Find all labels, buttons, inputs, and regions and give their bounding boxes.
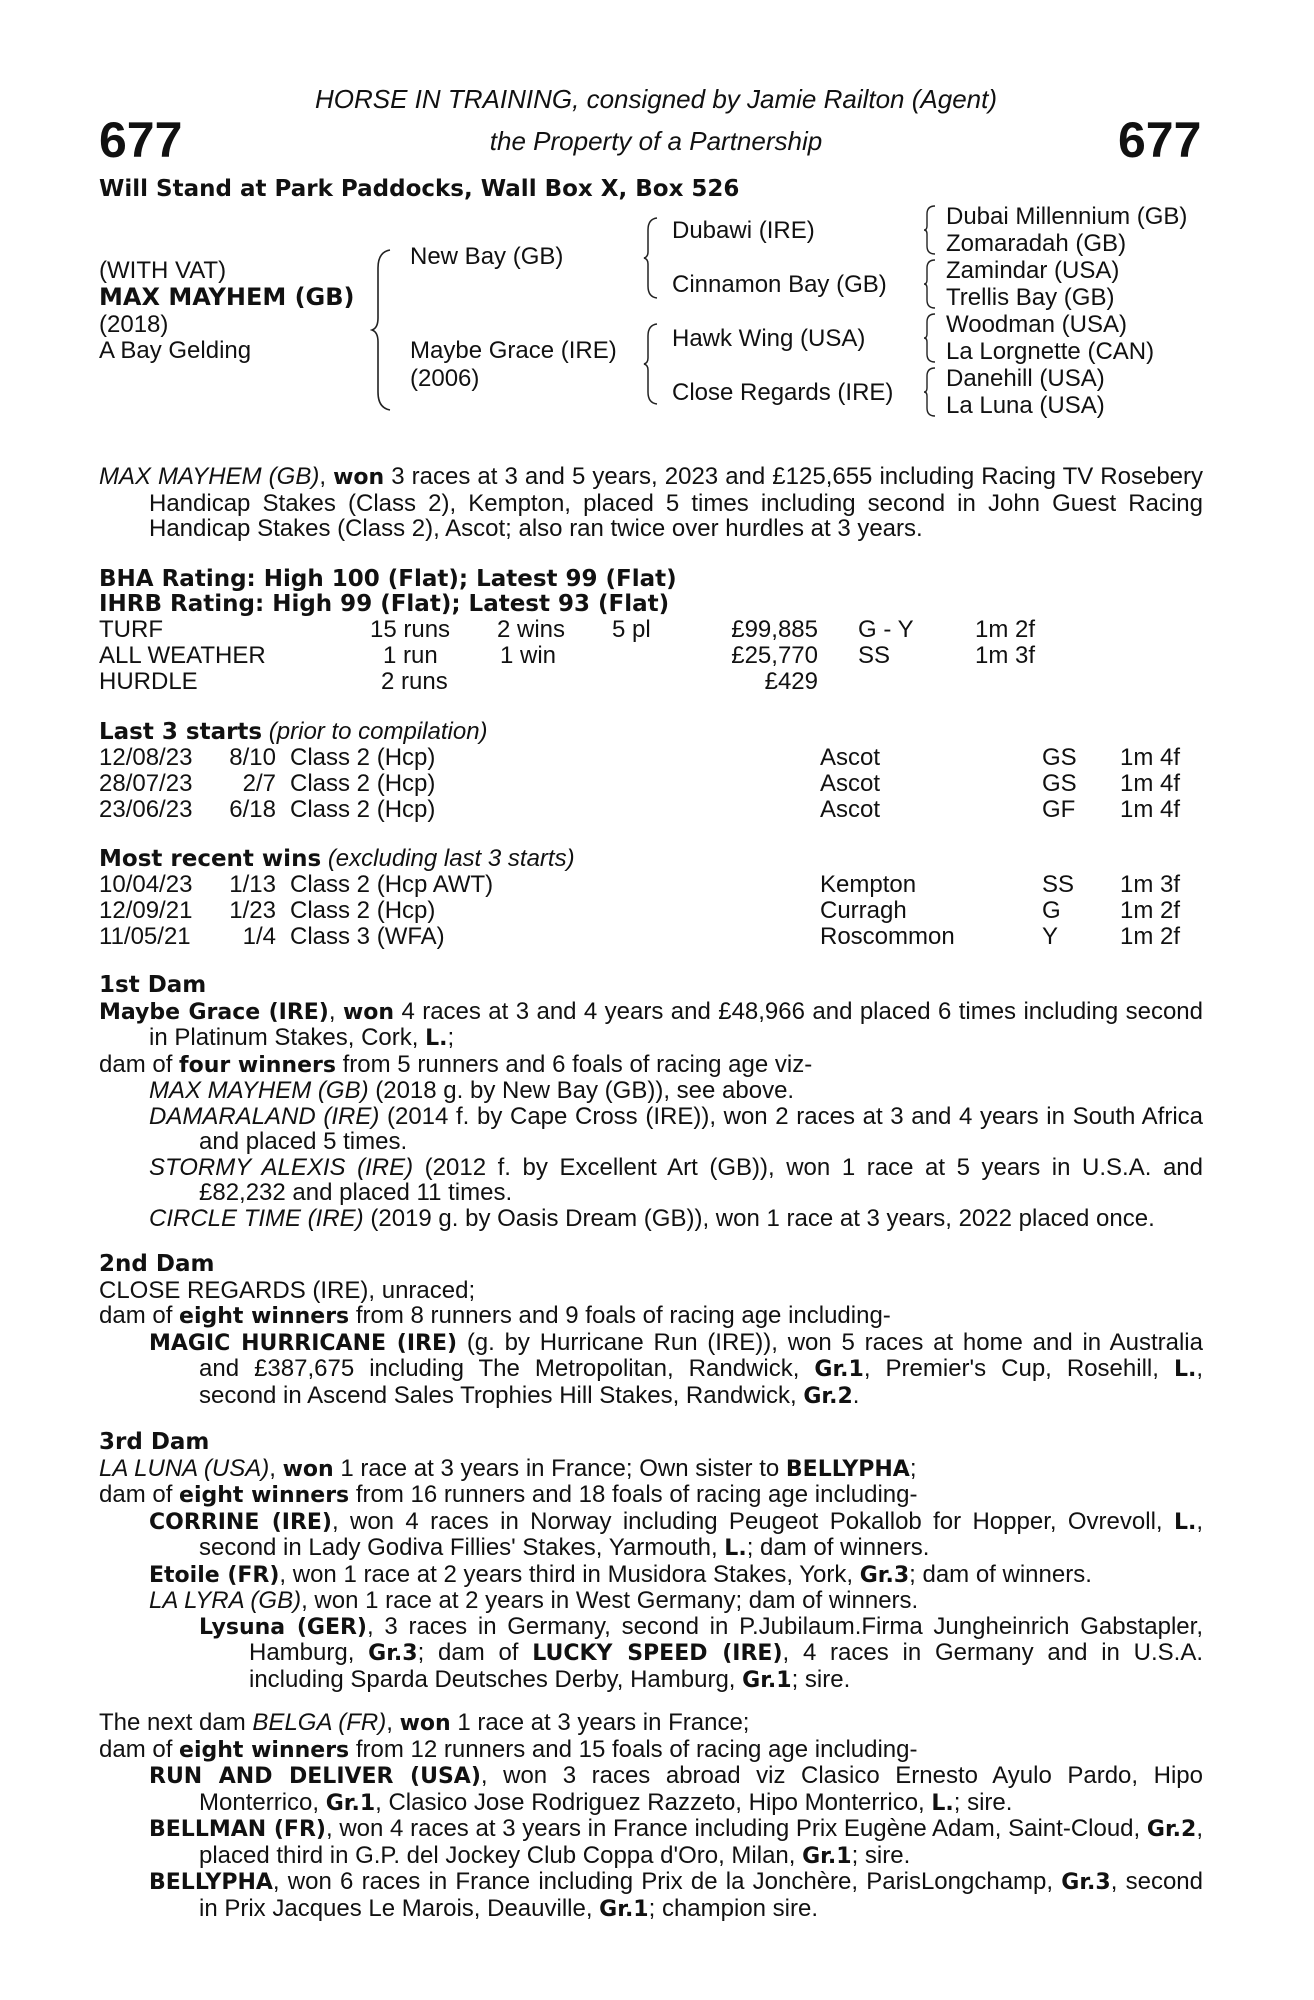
runners-text: from 16 runners and 18 foals of racing age including- [349,1481,918,1508]
pedigree-brace-g4 [922,366,938,418]
record-earnings: £25,770 [731,642,818,669]
last3-heading-line [99,719,488,745]
first-dam-name: Maybe Grace (IRE) [99,999,329,1025]
group-marker: Gr.1 [802,1843,852,1869]
win-distance: 1m 3f [1120,871,1181,898]
start-distance: 1m 4f [1120,744,1181,771]
start-going: GS [1042,770,1077,797]
second-dam-line: CLOSE REGARDS (IRE), unraced; [99,1276,476,1304]
progeny-name: Lysuna (GER) [199,1614,367,1640]
dam-of-text: dam of [99,1050,180,1078]
record-distance: 1m 2f [975,616,1036,643]
punct: ; [447,1024,455,1051]
win-position: 1/23 [229,897,276,924]
dam-name: Maybe Grace (IRE) [410,337,617,364]
consignment-line: HORSE IN TRAINING, consigned by Jamie Railton (Agent) [314,84,998,114]
progeny-text: ; champion sire. [648,1894,819,1922]
summary-text: 3 races at 3 and 5 years, 2023 and £125,655 including Racing TV Rosebery Handicap Stakes (Class 2), Kempton, placed 5 times including second in John Guest Racing Handicap Stakes (Class 2), Ascot; also ran twice over hurdles at 3 years. [149,463,1204,542]
win-going: SS [1042,871,1075,898]
progeny-text: ; sire. [953,1788,1013,1816]
ancestor-5: Woodman (USA) [946,311,1127,338]
group-marker: Gr.1 [742,1667,792,1693]
record-earnings: £99,885 [731,616,818,643]
third-dam-text: 1 race at 3 years in France; Own sister to [333,1454,786,1482]
start-date: 28/07/23 [99,770,193,797]
start-position: 6/18 [229,796,276,823]
start-race: Class 2 (Hcp) [290,770,436,797]
record-distance: 1m 3f [975,642,1036,669]
recent-heading: Most recent wins [99,846,322,872]
listed-marker: L. [1173,1357,1197,1382]
listed-marker: L. [931,1790,954,1816]
start-date: 12/08/23 [99,744,193,771]
win-going: G [1042,897,1061,924]
summary-horse-name: MAX MAYHEM (GB) [99,463,320,490]
pedigree-brace-sire [642,216,660,300]
group-marker: Gr.3 [1061,1870,1111,1895]
progeny-name: CIRCLE TIME (IRE) [149,1204,364,1232]
progeny-name: Etoile (FR) [149,1562,280,1588]
bha-rating: BHA Rating: High 100 (Flat); Latest 99 (Flat) [99,566,677,592]
win-distance: 1m 2f [1120,923,1181,950]
third-dam-heading: 3rd Dam [99,1429,210,1455]
progeny-text: (2014 f. by Cape Cross (IRE)), won 2 races at 3 and 4 years in South Africa and placed 5 times. [199,1102,1204,1155]
group-marker: Gr.1 [325,1790,376,1816]
progeny-name: LUCKY SPEED (IRE) [532,1641,783,1666]
last3-heading: Last 3 starts [99,719,263,745]
horse-name: MAX MAYHEM (GB) [99,283,355,311]
ancestor-7: Danehill (USA) [946,365,1105,392]
record-surface: HURDLE [99,668,198,695]
punct: , [386,1709,400,1736]
first-dam-heading: 1st Dam [99,972,207,998]
ihrb-rating: IHRB Rating: High 99 (Flat); Latest 93 (Flat) [99,591,670,617]
group-marker: Gr.3 [859,1562,910,1588]
third-dam-name: LA LUNA (USA) [99,1454,270,1482]
start-course: Ascot [820,770,881,797]
lot-number-left: 677 [99,112,183,168]
progeny-text: (2018 g. by New Bay (GB)), see above. [368,1077,795,1104]
start-going: GS [1042,744,1077,771]
punct: . [852,1381,860,1409]
pedigree-brace-g1 [922,204,938,256]
win-race: Class 2 (Hcp AWT) [290,871,494,898]
record-placed: 5 pl [612,616,651,643]
won-word: won [342,999,395,1025]
summary-won: won [333,465,385,490]
group-marker: Gr.1 [599,1896,649,1922]
pedigree-brace-main [370,248,394,412]
progeny-name: BELLYPHA [149,1870,273,1895]
dam-dam: Close Regards (IRE) [672,379,894,406]
win-race: Class 3 (WFA) [290,923,445,950]
win-course: Curragh [820,897,907,924]
start-date: 23/06/23 [99,796,193,823]
listed-marker: L. [724,1536,747,1561]
runners-text: from 5 runners and 6 foals of racing age viz- [335,1050,813,1078]
pedigree-brace-g2 [922,258,938,310]
record-runs: 2 runs [381,668,448,695]
start-course: Ascot [820,796,881,823]
win-date: 11/05/21 [99,923,191,950]
sire-name: New Bay (GB) [410,243,564,270]
record-going: G - Y [858,616,914,643]
progeny-name: LA LYRA (GB) [149,1587,302,1614]
record-surface: ALL WEATHER [99,642,266,669]
progeny-text: (2012 f. by Excellent Art (GB)), won 1 race at 5 years in U.S.A. and £82,232 and placed 11 times. [199,1153,1203,1206]
winners-count: eight winners [179,1737,350,1763]
record-earnings: £429 [764,668,818,695]
group-marker: Gr.3 [368,1641,418,1666]
ancestor-1: Dubai Millennium (GB) [946,203,1188,230]
property-line: the Property of a Partnership [489,126,823,156]
progeny-name: MAX MAYHEM (GB) [149,1077,369,1104]
progeny-text: (2019 g. by Oasis Dream (GB)), won 1 race at 3 years, 2022 placed once. [363,1204,1155,1232]
record-surface: TURF [99,616,163,643]
punct: ; [909,1454,917,1482]
recent-note: (excluding last 3 starts) [327,845,575,872]
sire-sire: Dubawi (IRE) [672,217,815,244]
winners-count: eight winners [179,1304,350,1329]
dam-year: (2006) [410,365,480,392]
record-going: SS [858,642,891,669]
progeny-name: RUN AND DELIVER (USA) [149,1764,481,1789]
first-dam-section: 1st Dam Maybe Grace (IRE), won 4 races at 3 and 4 years and £48,966 and placed 6 times including second in Platinum Stakes, Cork, L.; dam of four winners from 5 runners and 6 foals of racing age viz- MAX MAYHEM (GB) (2018 g. by New Bay (GB)), see above. DAMARALAND (IRE) (2014 f. by Cape Cross (IRE)), won 2 races at 3 and 4 years in South Africa and placed 5 times. STORMY ALEXIS (IRE) (2012 f. by Excellent Art (GB)), won 1 race at 5 years in U.S.A. and £82,232 and placed 11 times. CIRCLE TIME (IRE) (2019 g. by Oasis Dream (GB)), won 1 race at 3 years, 2022 placed once. [99,972,1204,1232]
listed-marker: L. [1173,1509,1197,1535]
progeny-text: , Clasico Jose Rodriguez Razzeto, Hipo Monterrico, [375,1788,932,1816]
progeny-text: , won 1 race at 2 years third in Musidora Stakes, York, [279,1560,860,1588]
start-race: Class 2 (Hcp) [290,796,436,823]
second-dam-section [99,1252,1203,1409]
progeny-text: ; dam of winners. [909,1560,1092,1588]
progeny-text: (g. by Hurricane Run (IRE)), won 5 races at home and in Australia and £387,675 including The Metropolitan, Randwick, [199,1328,1203,1382]
third-dam-section: 3rd Dam LA LUNA (USA), won 1 race at 3 years in France; Own sister to BELLYPHA; dam of eight winners from 16 runners and 18 foals of racing age including- CORRINE (IRE), won 4 races in Norway including Peugeot Pokallob for Hopper, Ovrevoll, L., second in Lady Godiva Fillies' Stakes, Yarmouth, L.; dam of winners. Etoile (FR), won 1 race at 2 years third in Musidora Stakes, York, Gr.3; dam of winners. LA LYRA (GB), won 1 race at 2 years in West Germany; dam of winners. Lysuna (GER), 3 races in Germany, second in P.Jubilaum.Firma Jungheinrich Gabstapler, Hamburg, Gr.3; dam of LUCKY SPEED (IRE), 4 races in Germany and in U.S.A. including Sparda Deutsches Derby, Hamburg, Gr.1; sire. [99,1429,1203,1693]
progeny-text: , won 3 races abroad viz Clasico Ernesto Ayulo Pardo, Hipo Monterrico, [199,1762,1203,1816]
progeny-text: , second in Lady Godiva Fillies' Stakes, Yarmouth, [199,1507,1203,1561]
next-dam-section [99,1710,1203,1922]
start-going: GF [1042,796,1076,823]
winners-count: eight winners [179,1483,350,1508]
pedigree-brace-g3 [922,312,938,364]
ancestor-4: Trellis Bay (GB) [946,284,1115,311]
progeny-text: , placed third in G.P. del Jockey Club Coppa d'Oro, Milan, [199,1815,1204,1869]
pedigree-brace-dam [642,322,660,406]
vat-note: (WITH VAT) [99,257,227,284]
progeny-name: DAMARALAND (IRE) [149,1102,380,1130]
ancestor-3: Zamindar (USA) [946,257,1120,284]
progeny-name: BELLMAN (FR) [149,1817,326,1842]
progeny-text: ; sire. [791,1665,851,1693]
next-dam-intro: The next dam [99,1709,253,1736]
record-runs: 15 runs [370,616,451,643]
second-dam-heading: 2nd Dam [99,1251,215,1277]
ancestor-2: Zomaradah (GB) [946,230,1127,257]
progeny-text: ; sire. [851,1841,911,1869]
win-date: 12/09/21 [99,897,193,924]
recent-heading-line [99,846,575,872]
dam-of-text: dam of [99,1481,180,1508]
record-runs: 1 run [383,642,438,669]
start-position: 8/10 [229,744,276,771]
progeny-name: CORRINE (IRE) [149,1509,332,1535]
group-marker: Gr.1 [814,1357,864,1382]
start-distance: 1m 4f [1120,796,1181,823]
win-date: 10/04/23 [99,871,193,898]
group-marker: Gr.2 [1146,1817,1197,1842]
progeny-text: , won 4 races in Norway including Peugeot Pokallob for Hopper, Ovrevoll, [331,1507,1174,1535]
winners-count: four winners [179,1052,336,1078]
progeny-name: MAGIC HURRICANE (IRE) [149,1330,458,1356]
last3-note: (prior to compilation) [268,718,488,745]
next-dam-text: 1 race at 3 years in France; [450,1709,750,1736]
win-course: Kempton [820,871,917,898]
win-position: 1/4 [242,923,276,950]
sire-dam: Cinnamon Bay (GB) [672,271,887,298]
horse-description: A Bay Gelding [99,337,252,364]
dam-sire: Hawk Wing (USA) [672,325,866,352]
progeny-text: , second in Ascend Sales Trophies Hill Stakes, Randwick, [199,1355,1203,1409]
win-distance: 1m 2f [1120,897,1181,924]
start-position: 2/7 [242,770,276,797]
won-word: won [282,1456,334,1482]
progeny-text: , 4 races in Germany and in U.S.A. including Sparda Deutsches Derby, Hamburg, [249,1639,1203,1693]
win-course: Roscommon [820,923,955,950]
progeny-text: , 3 races in Germany, second in P.Jubilaum.Firma Jungheinrich Gabstapler, Hamburg, [249,1612,1203,1666]
runners-text: from 8 runners and 9 foals of racing age including- [349,1302,891,1329]
start-distance: 1m 4f [1120,770,1181,797]
horse-year: (2018) [99,311,169,338]
start-course: Ascot [820,744,881,771]
progeny-text: ; dam of [417,1639,533,1666]
group-marker: Gr.2 [803,1383,853,1409]
progeny-text: , won 6 races in France including Prix de la Jonchère, ParisLongchamp, [272,1868,1062,1895]
ancestor-6: La Lorgnette (CAN) [946,338,1155,365]
dam-of-text: dam of [99,1735,180,1763]
stand-line: Will Stand at Park Paddocks, Wall Box X, Box 526 [99,176,740,202]
win-position: 1/13 [229,871,276,898]
lot-number-right: 677 [1118,112,1202,168]
record-wins: 2 wins [497,616,566,643]
progeny-text: , won 1 race at 2 years in West Germany; dam of winners. [301,1587,919,1614]
win-going: Y [1042,923,1059,950]
progeny-name: STORMY ALEXIS (IRE) [149,1153,414,1181]
first-dam-text: 4 races at 3 and 4 years and £48,966 and placed 6 times including second in Platinum Stakes, Cork, [149,997,1203,1051]
win-race: Class 2 (Hcp) [290,897,436,924]
ancestor-8: La Luna (USA) [946,392,1105,419]
progeny-text: , Premier's Cup, Rosehill, [863,1355,1174,1382]
progeny-text: ; dam of winners. [746,1534,930,1561]
next-dam-name: BELGA (FR) [252,1709,387,1736]
won-word: won [399,1711,451,1736]
progeny-text: , won 4 races at 3 years in France including Prix Eugène Adam, Saint-Cloud, [325,1815,1147,1842]
record-wins: 1 win [500,642,557,669]
listed-marker: L. [425,1026,448,1051]
runners-text: from 12 runners and 15 foals of racing age including- [349,1735,918,1763]
race-summary: MAX MAYHEM (GB), won 3 races at 3 and 5 years, 2023 and £125,655 including Racing TV Rosebery Handicap Stakes (Class 2), Kempton, placed 5 times including second in John Guest Racing Handicap Stakes (Class 2), Ascot; also ran twice over hurdles at 3 years. [99,463,1204,542]
sister-name: BELLYPHA [785,1456,910,1482]
dam-of-text: dam of [99,1302,180,1329]
start-race: Class 2 (Hcp) [290,744,436,771]
progeny-text: , second in Prix Jacques Le Marois, Deauville, [199,1868,1203,1922]
